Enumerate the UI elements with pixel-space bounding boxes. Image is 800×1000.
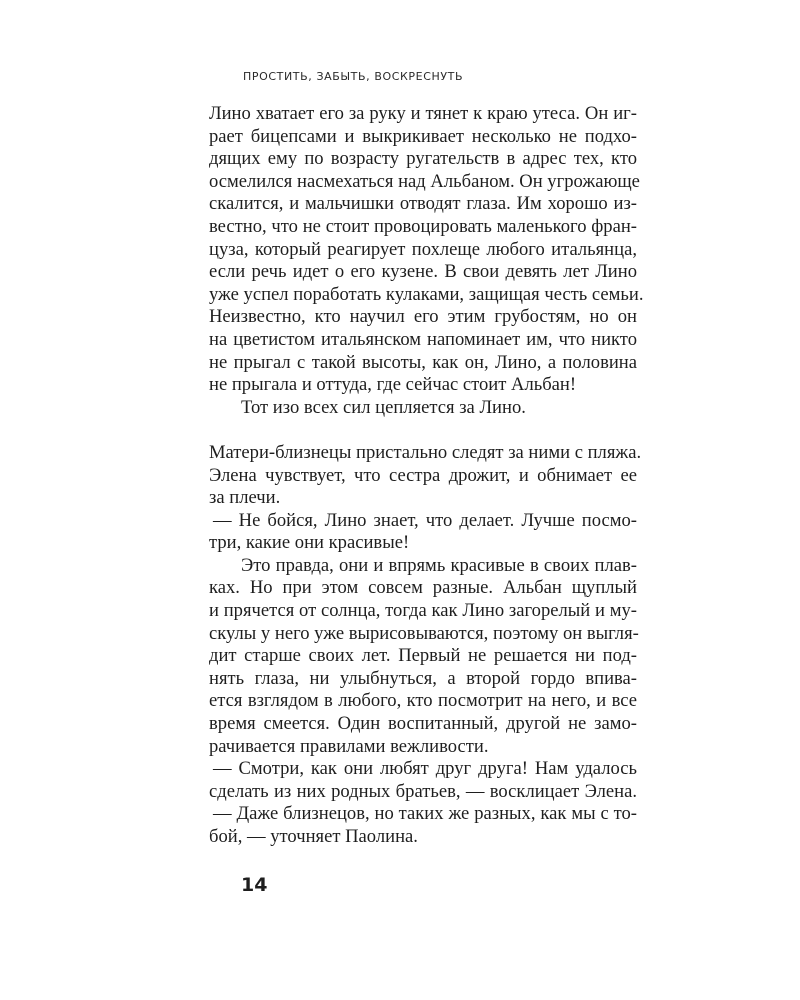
text-line: уже успел поработать кулаками, защищая честь семьи.: [209, 283, 644, 305]
dialogue-line: — Не бойся, Лино знает, что делает. Лучше посмо-: [213, 509, 637, 531]
text-line: Элена чувствует, что сестра дрожит, и обнимает ее: [209, 464, 637, 486]
dialogue-line: — Смотри, как они любят друг друга! Нам удалось: [213, 758, 637, 780]
text-line: ется взглядом в любого, кто посмотрит на него, и все: [209, 690, 637, 712]
text-line: вестно, что не стоит провоцировать маленького фран-: [209, 215, 637, 237]
section-break: [209, 419, 637, 442]
text-line: Неизвестно, кто научил его этим грубостям, но он: [209, 306, 637, 328]
text-line: бой, — уточняет Паолина.: [209, 826, 418, 847]
text-line: не прыгал с такой высоты, как он, Лино, а половина: [209, 351, 637, 373]
text-line: сделать из них родных братьев, — восклицает Элена.: [209, 780, 637, 802]
dialogue-line: — Даже близнецов, но таких же разных, как мы с то-: [213, 803, 637, 825]
text-line: рает бицепсами и выкрикивает несколько не подхо-: [209, 125, 637, 147]
text-line: Тот изо всех сил цепляется за Лино.: [241, 396, 526, 418]
text-line: дящих ему по возрасту ругательств в адрес тех, кто: [209, 148, 637, 170]
text-line: не прыгала и оттуда, где сейчас стоит Альбан!: [209, 374, 577, 396]
text-line: осмелился насмехаться над Альбаном. Он угрожающе: [209, 170, 640, 192]
text-line: за плечи.: [209, 487, 281, 509]
text-line: и прячется от солнца, тогда как Лино загорелый и му-: [209, 600, 637, 622]
text-line: три, какие они красивые!: [209, 532, 410, 554]
text-line: время смеется. Один воспитанный, другой не замо-: [209, 713, 637, 735]
text-line: нять глаза, ни улыбнуться, а второй гордо впива-: [209, 667, 637, 689]
body-text: [209, 103, 644, 849]
text-line: Лино хватает его за руку и тянет к краю утеса. Он иг-: [209, 103, 637, 124]
text-line: Это правда, они и впрямь красивые в своих плав-: [241, 554, 637, 576]
text-line: дит старше своих лет. Первый не решается ни под-: [209, 645, 637, 667]
running-head: ПРОСТИТЬ, ЗАБЫТЬ, ВОСКРЕСНУТЬ: [243, 70, 464, 83]
text-line: рачивается правилами вежливости.: [209, 735, 489, 757]
text-line: цуза, который реагирует похлеще любого итальянца,: [209, 238, 637, 260]
page-number: 14: [241, 874, 268, 896]
text-line: если речь идет о его кузене. В свои девять лет Лино: [209, 261, 637, 283]
text-line: на цветистом итальянском напоминает им, что никто: [209, 328, 637, 350]
text-line: ках. Но при этом совсем разные. Альбан щуплый: [209, 577, 637, 599]
text-line: скалится, и мальчишки отводят глаза. Им хорошо из-: [209, 193, 637, 215]
text-line: скулы у него уже вырисовываются, поэтому он выгля-: [209, 622, 639, 644]
text-line: Матери-близнецы пристально следят за ними с пляжа.: [209, 441, 642, 463]
